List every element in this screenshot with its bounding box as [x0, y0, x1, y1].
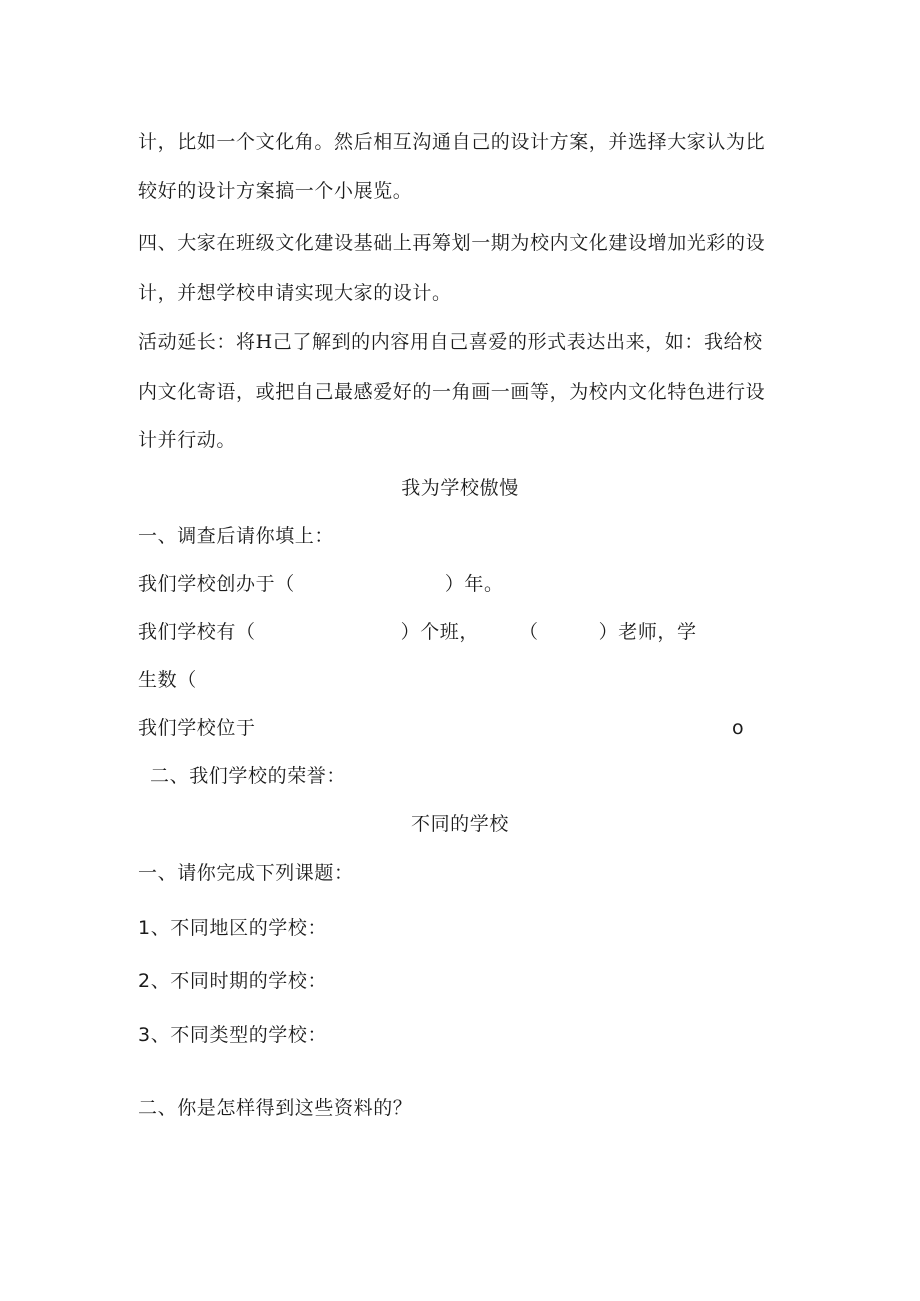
founded-year-line [138, 572, 504, 596]
topics-heading: 一、请你完成下列课题： [138, 862, 354, 884]
intro-line-6: 内文化寄语，或把自己最感爱好的一角画一画等，为校内文化特色进行设 [138, 381, 766, 403]
founded-prefix: 我们学校创办于（ [138, 573, 295, 595]
school-location-end: o [732, 717, 745, 739]
intro-line-2: 较好的设计方案搞一个小展览。 [138, 180, 413, 202]
topic-item-2-text: 、不同时期的学校： [150, 970, 328, 992]
topic-item-1-text: 、不同地区的学校： [150, 917, 328, 939]
survey-heading: 一、调查后请你填上： [138, 525, 335, 547]
topic-item-3-text: 、不同类型的学校： [150, 1024, 328, 1046]
teachers-open: （ [519, 621, 539, 643]
intro-line-4: 计，并想学校申请实现大家的设计。 [138, 282, 452, 304]
topic-item-3 [138, 1023, 327, 1047]
intro-line-5: 活动延长：将H己了解到的内容用自己喜爱的形式表达出来，如：我给校 [138, 331, 763, 353]
classes-teachers-line [138, 620, 697, 644]
founded-suffix: ）年。 [444, 573, 504, 595]
school-location-label: 我们学校位于 [138, 717, 256, 739]
topic-item-3-number: 3 [138, 1024, 151, 1046]
honors-heading: 二、我们学校的荣誉： [150, 765, 347, 787]
classes-prefix: 我们学校有（ [138, 621, 256, 643]
section-title-different-schools: 不同的学校 [410, 813, 509, 835]
topic-item-1-number: 1 [138, 917, 151, 939]
students-count-line: 生数（ [138, 669, 197, 691]
section-title-proud: 我为学校傲慢 [401, 477, 519, 499]
classes-mid: ）个班， [400, 621, 480, 643]
teachers-suffix: ）老师，学 [598, 621, 697, 643]
topic-item-2 [138, 969, 327, 993]
intro-line-7: 计并行动。 [138, 429, 237, 451]
topic-item-2-number: 2 [138, 970, 151, 992]
intro-line-3: 四、大家在班级文化建设基础上再筹划一期为校内文化建设增加光彩的设 [138, 232, 766, 254]
sources-heading: 二、你是怎样得到这些资料的？ [138, 1097, 413, 1119]
intro-line-1: 计，比如一个文化角。然后相互沟通自己的设计方案，并选择大家认为比 [138, 131, 766, 153]
topic-item-1 [138, 916, 327, 940]
